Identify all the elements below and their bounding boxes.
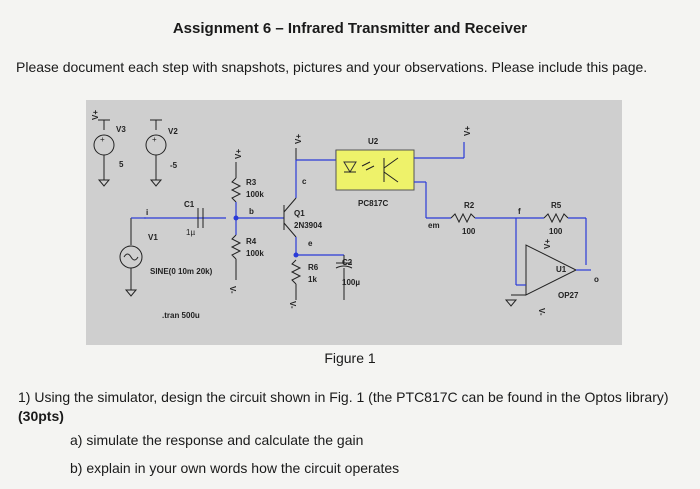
- v2-source: [146, 120, 178, 186]
- svg-text:+: +: [152, 135, 157, 144]
- r5-label: R5: [551, 201, 562, 210]
- circuit-schematic: [86, 100, 622, 345]
- v1-source: [120, 200, 226, 296]
- r3-value: 100k: [246, 190, 264, 199]
- c2-capacitor: [336, 255, 360, 300]
- u2-value: PC817C: [358, 199, 389, 208]
- v1-value: SINE(0 10m 20k): [150, 267, 213, 276]
- u1-value: OP27: [558, 291, 579, 300]
- node-b-label: b: [249, 207, 254, 216]
- r5-value: 100: [549, 227, 563, 236]
- question-points: (30pts): [18, 408, 64, 424]
- q1-transistor: [284, 134, 344, 309]
- r4-value: 100k: [246, 249, 264, 258]
- divider-vplus-label: V+: [234, 148, 243, 159]
- v3-vplus-label: V+: [91, 109, 100, 120]
- u1-opamp: [506, 201, 599, 316]
- sub-question-a: a) simulate the response and calculate the gain: [70, 432, 364, 448]
- r4-label: R4: [246, 237, 257, 246]
- r6-value: 1k: [308, 275, 317, 284]
- node-f-label: f: [518, 207, 521, 216]
- bias-divider: [228, 149, 284, 294]
- node-c-label: c: [302, 177, 307, 186]
- v2-value: -5: [170, 161, 178, 170]
- q1-vminus-label: V-: [288, 301, 297, 309]
- question-1: [18, 388, 688, 426]
- u1-vminus-label: V-: [537, 308, 546, 316]
- u2-optocoupler: [336, 126, 472, 218]
- node-i-label: i: [146, 208, 149, 217]
- c2-value: 100µ: [342, 278, 360, 287]
- q1-vplus-label: V+: [294, 133, 303, 144]
- question-text: 1) Using the simulator, design the circuit shown in Fig. 1 (the PTC817C can be found in the Optos library): [18, 389, 669, 405]
- v3-source: [91, 110, 126, 186]
- r3-label: R3: [246, 178, 257, 187]
- figure-caption: Figure 1: [324, 350, 376, 366]
- sub-question-b: b) explain in your own words how the circuit operates: [70, 460, 400, 476]
- v3-label: V3: [116, 125, 126, 134]
- c1-value: 1µ: [186, 228, 196, 237]
- u2-label: U2: [368, 137, 379, 146]
- c2-label: C2: [342, 258, 353, 267]
- svg-text:+: +: [100, 135, 105, 144]
- node-em-label: em: [428, 221, 440, 230]
- node-o-label: o: [594, 275, 599, 284]
- c1-label: C1: [184, 200, 195, 209]
- v3-value: 5: [119, 160, 124, 169]
- v2-label: V2: [168, 127, 178, 136]
- r2-value: 100: [462, 227, 476, 236]
- instructions-text: Please document each step with snapshots, pictures and your observations. Please include this page.: [16, 59, 648, 75]
- q1-value: 2N3904: [294, 221, 323, 230]
- r6-label: R6: [308, 263, 319, 272]
- r2-label: R2: [464, 201, 475, 210]
- circuit-figure: [86, 100, 622, 345]
- divider-vminus-label: V-: [228, 286, 237, 294]
- q1-label: Q1: [294, 209, 305, 218]
- assignment-title: Assignment 6 – Infrared Transmitter and Receiver: [172, 20, 528, 37]
- u2-vplus-label: V+: [463, 125, 472, 136]
- u1-vplus-label: V+: [543, 238, 552, 249]
- tran-directive: .tran 500u: [162, 311, 200, 320]
- v1-label: V1: [148, 233, 158, 242]
- u1-label: U1: [556, 265, 567, 274]
- node-e-label: e: [308, 239, 313, 248]
